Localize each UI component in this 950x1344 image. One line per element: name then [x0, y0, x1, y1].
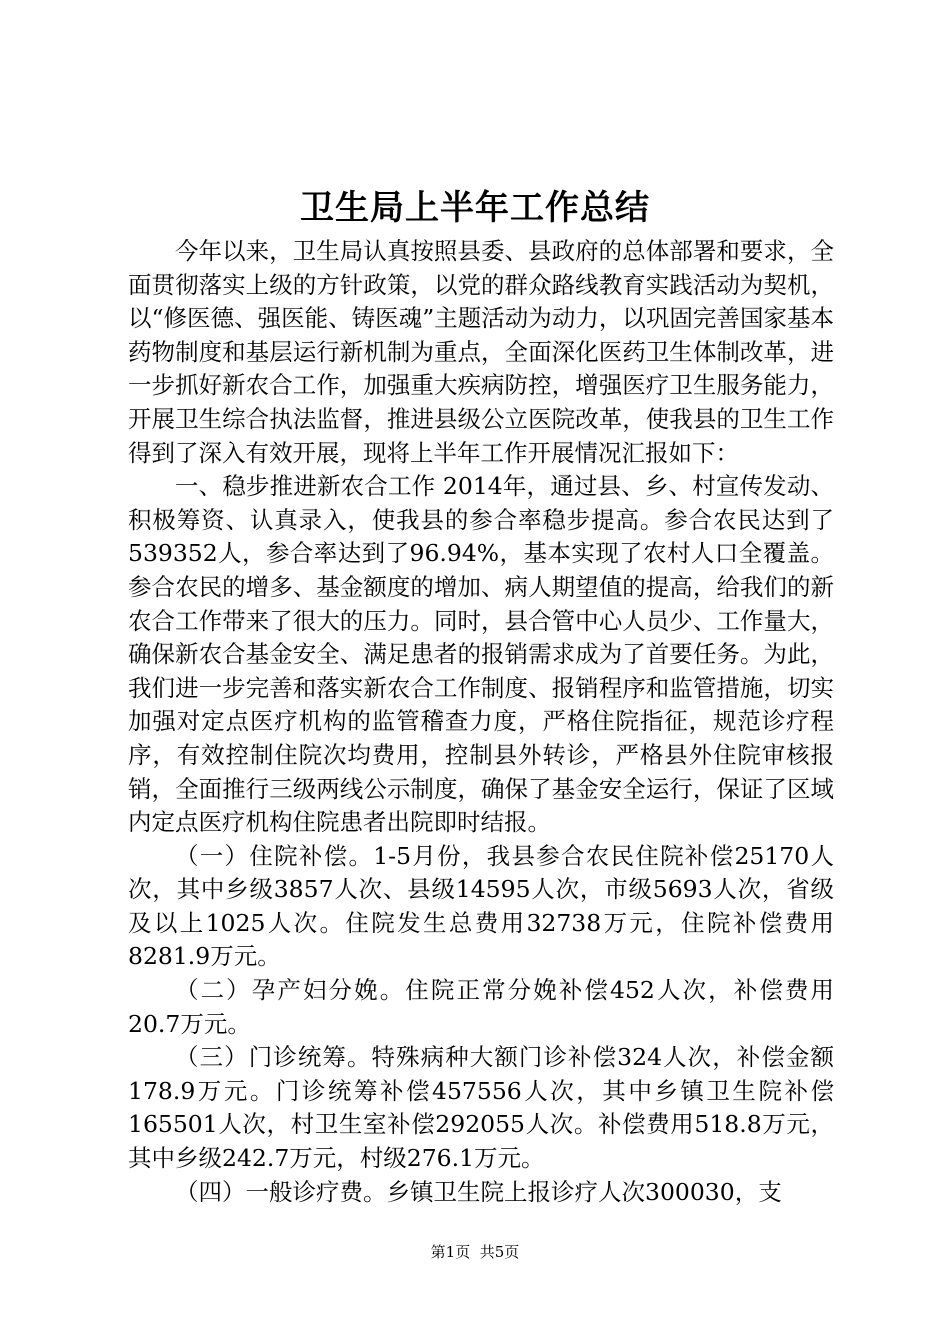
paragraph-general-fee: （四）一般诊疗费。乡镇卫生院上报诊疗人次300030，支 [175, 1177, 782, 1206]
page-number: 第1页 [430, 1243, 471, 1261]
paragraph-inpatient-compensation: （一）住院补偿。1-5月份，我县参合农民住院补偿25170人次，其中乡级3857人次、县级14595人次，市级5693人次，省级及以上1025人次。住院发生总费用32738万元，住院补偿费用8281.9万元。 [128, 841, 834, 971]
page-total: 共5页 [479, 1243, 520, 1261]
paragraph-maternity: （二）孕产妇分娩。住院正常分娩补偿452人次，补偿费用20.7万元。 [128, 976, 834, 1038]
paragraph-section-1: 一、稳步推进新农合工作 2014年，通过县、乡、村宣传发动、积极筹资、认真录入，使我县的参合率稳步提高。参合农民达到了539352人，参合率达到了96.94%，基本实现了农村人口全覆盖。参合农民的增多、基金额度的增加、病人期望值的提高，给我们的新农合工作带来了很大的压力。同时，县合管中心人员少、工作量大，确保新农合基金安全、满足患者的报销需求成为了首要任务。为此，我们进一步完善和落实新农合工作制度、报销程序和监管措施，切实加强对定点医疗机构的监管稽查力度，严格住院指征，规范诊疗程序，有效控制住院次均费用，控制县外转诊，严格县外住院审核报销，全面推行三级两线公示制度，确保了基金安全运行，保证了区域内定点医疗机构住院患者出院即时结报。 [128, 472, 834, 837]
document-title: 卫生局上半年工作总结 [300, 188, 650, 228]
document-body [128, 235, 834, 1209]
page-footer [0, 1242, 950, 1262]
paragraph-intro: 今年以来，卫生局认真按照县委、县政府的总体部署和要求，全面贯彻落实上级的方针政策，以党的群众路线教育实践活动为契机，以“修医德、强医能、铸医魂”主题活动为动力，以巩固完善国家基本药物制度和基层运行新机制为重点，全面深化医药卫生体制改革，进一步抓好新农合工作，加强重大疾病防控，增强医疗卫生服务能力，开展卫生综合执法监督，推进县级公立医院改革，使我县的卫生工作得到了深入有效开展，现将上半年工作开展情况汇报如下： [128, 237, 834, 467]
paragraph-outpatient: （三）门诊统筹。特殊病种大额门诊补偿324人次，补偿金额178.9万元。门诊统筹补偿457556人次，其中乡镇卫生院补偿165501人次，村卫生室补偿292055人次。补偿费用518.8万元，其中乡级242.7万元，村级276.1万元。 [128, 1043, 834, 1173]
